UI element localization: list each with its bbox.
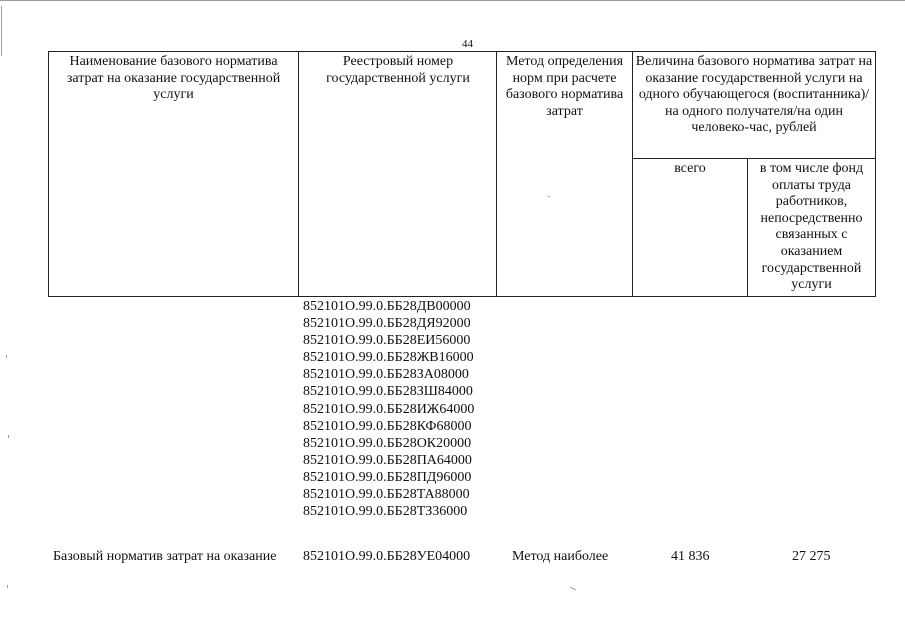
scan-speck <box>570 587 576 590</box>
header-service-name: Наименование базового норматива затрат на оказание государственной услуги <box>66 54 281 103</box>
table-border-right <box>875 51 876 297</box>
registry-code: 852101О.99.0.ББ28ДЯ92000 <box>303 316 471 332</box>
scan-edge-left <box>1 6 2 56</box>
header-normative-value: Величина базового норматива затрат на оказание государственной услуги на одного обучающегося (воспитанника)/на одного получателя/на один человеко-час, рублей <box>635 54 873 136</box>
scan-speck <box>6 355 7 358</box>
table-border-bottom <box>48 296 876 297</box>
registry-code-list <box>303 298 503 520</box>
scan-speck <box>7 585 8 588</box>
next-row-wage-fund: 27 275 <box>792 549 831 564</box>
next-row-code: 852101О.99.0.ББ28УЕ04000 <box>303 549 471 564</box>
registry-code: 852101О.99.0.ББ28КФ68000 <box>303 418 472 434</box>
header-table <box>48 51 876 297</box>
table-subheader-rule <box>632 158 876 159</box>
next-row-name: Базовый норматив затрат на оказание <box>53 549 277 564</box>
scan-edge-top <box>0 0 905 7</box>
header-method: Метод определения норм при расчете базового норматива затрат <box>505 54 624 119</box>
registry-code: 852101О.99.0.ББ28ПА64000 <box>303 452 472 468</box>
table-divider-4 <box>747 159 748 297</box>
registry-code: 852101О.99.0.ББ28ЗШ84000 <box>303 384 473 400</box>
next-row-method: Метод наиболее <box>512 549 609 564</box>
registry-code: 852101О.99.0.ББ28ИЖ64000 <box>303 401 475 417</box>
registry-code: 852101О.99.0.ББ28ОК20000 <box>303 435 472 451</box>
scan-speck <box>548 196 550 197</box>
table-divider-3 <box>632 51 633 297</box>
table-border-left <box>48 51 49 297</box>
registry-code: 852101О.99.0.ББ28ЕИ56000 <box>303 333 471 349</box>
scan-speck <box>8 435 9 438</box>
registry-code: 852101О.99.0.ББ28ДВ00000 <box>303 299 471 314</box>
registry-code: 852101О.99.0.ББ28ЗА08000 <box>303 367 469 383</box>
page-number: 44 <box>462 38 473 50</box>
table-divider-1 <box>298 51 299 297</box>
registry-code: 852101О.99.0.ББ28ПД96000 <box>303 469 472 485</box>
registry-code: 852101О.99.0.ББ28ТА88000 <box>303 487 470 503</box>
header-total: всего <box>674 161 706 176</box>
next-row-total: 41 836 <box>671 549 710 564</box>
registry-code: 852101О.99.0.ББ28ТЗ36000 <box>303 504 468 520</box>
header-registry-number: Реестровый номер государственной услуги <box>326 54 470 86</box>
table-divider-2 <box>496 51 497 297</box>
table-border-top <box>48 51 876 52</box>
header-wage-fund: в том числе фонд оплаты труда работников, непосредственно связанных с оказанием государственной услуги <box>759 161 864 293</box>
registry-code: 852101О.99.0.ББ28ЖВ16000 <box>303 350 474 366</box>
